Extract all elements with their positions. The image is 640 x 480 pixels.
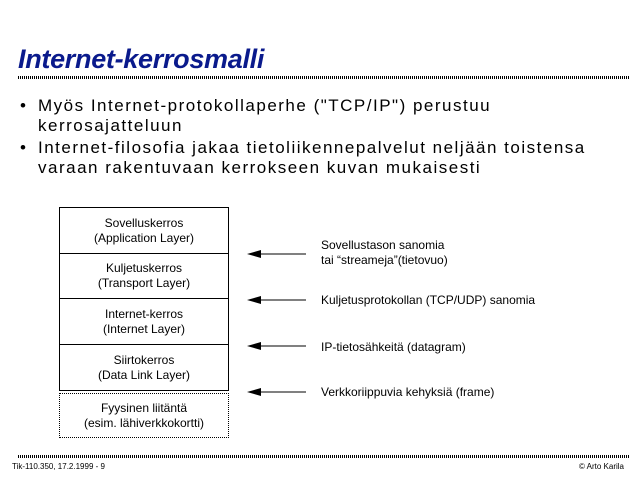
arrow-frames bbox=[247, 388, 306, 396]
footer-copyright: © Arto Karila bbox=[578, 462, 624, 471]
slide-title: Internet-kerrosmalli bbox=[18, 44, 265, 74]
layer-name: Internet-kerros bbox=[104, 306, 184, 321]
message-text-line: tai “streameja”(tietovuo) bbox=[321, 253, 448, 267]
arrow-ip-datagrams bbox=[247, 342, 306, 350]
bullet-text-line: Myös Internet-protokollaperhe ("TCP/IP") perustuu bbox=[38, 96, 492, 115]
bullet-text-line: varaan rakentuvaan kerrokseen kuvan mukaisesti bbox=[38, 158, 482, 177]
message-text-line: Sovellustason sanomia bbox=[321, 238, 445, 252]
arrow-application-messages bbox=[247, 250, 306, 258]
layer-name: Siirtokerros bbox=[113, 352, 175, 367]
footer-divider bbox=[18, 455, 630, 458]
bullet-mark: • bbox=[20, 96, 28, 115]
layer-english-name: (esim. lähiverkkokortti) bbox=[83, 415, 205, 430]
bullet-mark: • bbox=[20, 138, 28, 157]
layer-name: Fyysinen liitäntä bbox=[100, 400, 188, 415]
message-transport: Kuljetusprotokollan (TCP/UDP) sanomia bbox=[321, 293, 536, 307]
layer-name: Kuljetuskerros bbox=[105, 260, 183, 275]
layer-english-name: (Application Layer) bbox=[93, 230, 195, 245]
layer-english-name: (Internet Layer) bbox=[102, 321, 186, 336]
message-application bbox=[321, 238, 448, 268]
arrow-transport-messages bbox=[247, 296, 306, 304]
layer-name: Sovelluskerros bbox=[104, 215, 184, 230]
layer-english-name: (Transport Layer) bbox=[97, 275, 191, 290]
message-data-link: Verkkoriippuvia kehyksiä (frame) bbox=[321, 385, 495, 399]
footer-course-info: Tik-110.350, 17.2.1999 - 9 bbox=[12, 462, 105, 471]
layer-english-name: (Data Link Layer) bbox=[97, 367, 191, 382]
bullet-text-line: Internet-filosofia jakaa tietoliikennepalvelut neljään toistensa bbox=[38, 138, 586, 157]
bullet-text-line: kerrosajatteluun bbox=[38, 116, 183, 135]
message-internet: IP-tietosähkeitä (datagram) bbox=[321, 340, 466, 354]
